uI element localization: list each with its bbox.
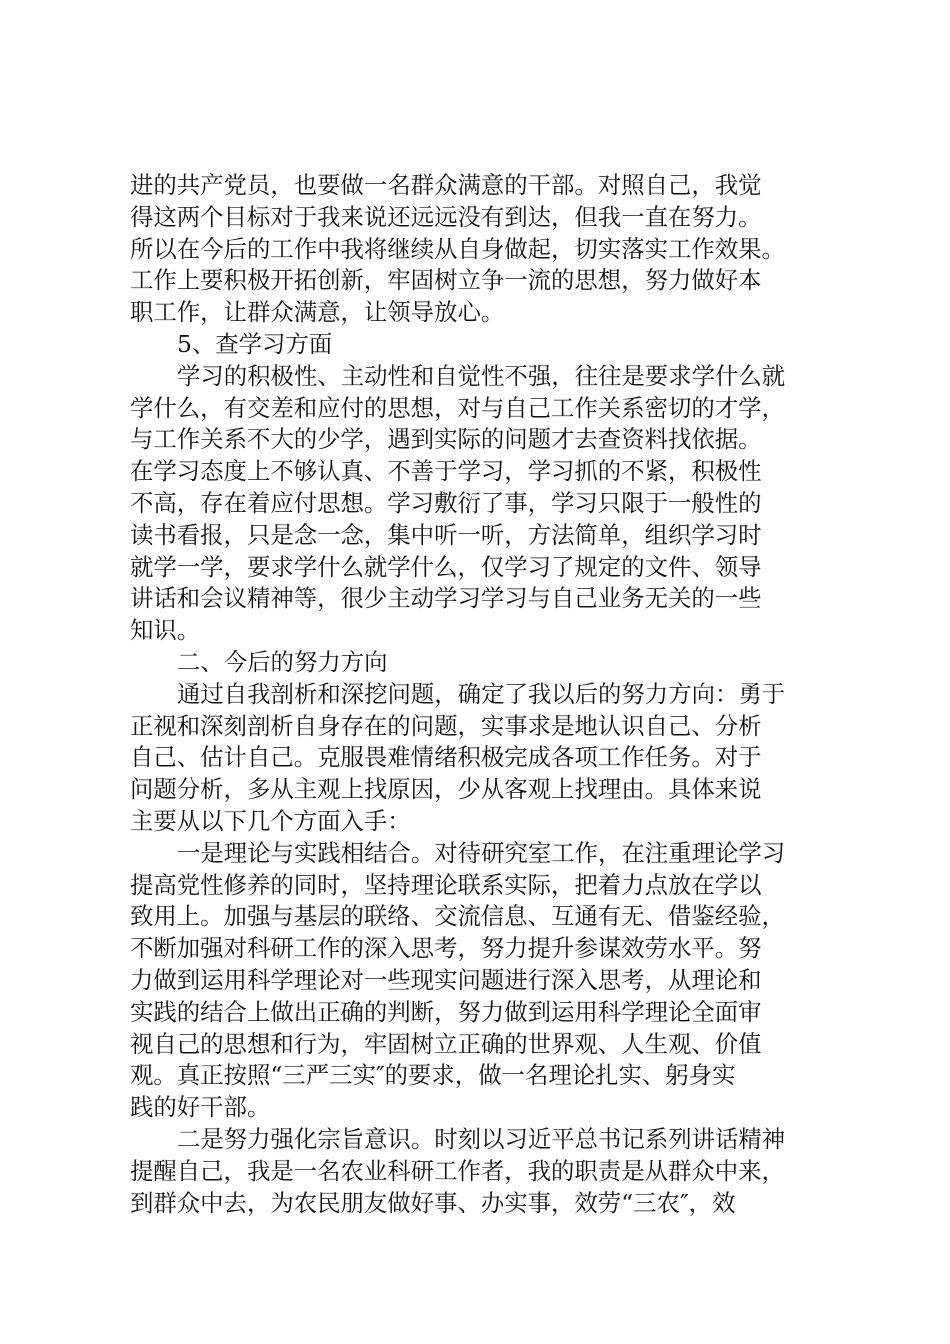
text-line: 主要从以下几个方面入手： <box>130 806 411 835</box>
text-line: 问题分析，多从主观上找原因，少从客观上找理由。具体来说 <box>130 775 762 804</box>
text-line: 力做到运用科学理论对一些现实问题进行深入思考，从理论和 <box>130 965 762 994</box>
text-line: 二、今后的努力方向 <box>177 647 388 676</box>
text-line: 不高，存在着应付思想。学习敷衍了事，学习只限于一般性的 <box>130 488 762 517</box>
text-line: 观。真正按照“三严三实″的要求，做一名理论扎实、躬身实 <box>130 1061 736 1090</box>
text-line: 所以在今后的工作中我将继续从自身做起，切实落实工作效果。 <box>130 234 785 263</box>
document-body <box>130 170 835 1219</box>
text-line: 工作上要积极开拓创新，牢固树立争一流的思想，努力做好本 <box>130 266 762 295</box>
text-line: 讲话和会议精神等，很少主动学习学习与自己业务无关的一些 <box>130 584 762 613</box>
text-line: 职工作，让群众满意，让领导放心。 <box>130 298 505 327</box>
text-line: 视自己的思想和行为，牢固树立正确的世界观、人生观、价值 <box>130 1029 762 1058</box>
text-line: 读书看报，只是念一念，集中听一听，方法简单，组织学习时 <box>130 520 762 549</box>
text-line: 通过自我剖析和深挖问题，确定了我以后的努力方向：勇于 <box>177 679 786 708</box>
text-line: 知识。 <box>130 616 201 645</box>
text-line: 学习的积极性、主动性和自觉性不强，往往是要求学什么就 <box>177 361 786 390</box>
text-line: 提醒自己，我是一名农业科研工作者，我的职责是从群众中来， <box>130 1156 785 1185</box>
text-line: 就学一学，要求学什么就学什么，仅学习了规定的文件、领导 <box>130 552 762 581</box>
text-line: 5、查学习方面 <box>177 329 333 358</box>
text-line: 不断加强对科研工作的深入思考，努力提升参谋效劳水平。努 <box>130 934 762 963</box>
text-line: 学什么，有交差和应付的思想，对与自己工作关系密切的才学， <box>130 393 785 422</box>
text-line: 自己、估计自己。克服畏难情绪积极完成各项工作任务。对于 <box>130 743 762 772</box>
text-line: 实践的结合上做出正确的判断，努力做到运用科学理论全面审 <box>130 997 762 1026</box>
text-line: 与工作关系不大的少学，遇到实际的问题才去查资料找依据。 <box>130 425 762 454</box>
text-line: 践的好干部。 <box>130 1093 271 1122</box>
text-line: 致用上。加强与基层的联络、交流信息、互通有无、借鉴经验， <box>130 902 785 931</box>
text-line: 进的共产党员，也要做一名群众满意的干部。对照自己，我觉 <box>130 171 762 199</box>
text-line: 二是努力强化宗旨意识。时刻以习近平总书记系列讲话精神 <box>177 1124 786 1153</box>
text-line: 一是理论与实践相结合。对待研究室工作，在注重理论学习 <box>177 838 786 867</box>
text-line: 正视和深刻剖析自身存在的问题，实事求是地认识自己、分析 <box>130 711 762 740</box>
text-line: 到群众中去，为农民朋友做好事、办实事，效劳“三农″，效 <box>130 1188 736 1217</box>
text-line: 得这两个目标对于我来说还远远没有到达，但我一直在努力。 <box>130 202 762 231</box>
text-line: 在学习态度上不够认真、不善于学习，学习抓的不紧，积极性 <box>130 457 762 486</box>
text-line: 提高党性修养的同时，坚持理论联系实际，把着力点放在学以 <box>130 870 762 899</box>
